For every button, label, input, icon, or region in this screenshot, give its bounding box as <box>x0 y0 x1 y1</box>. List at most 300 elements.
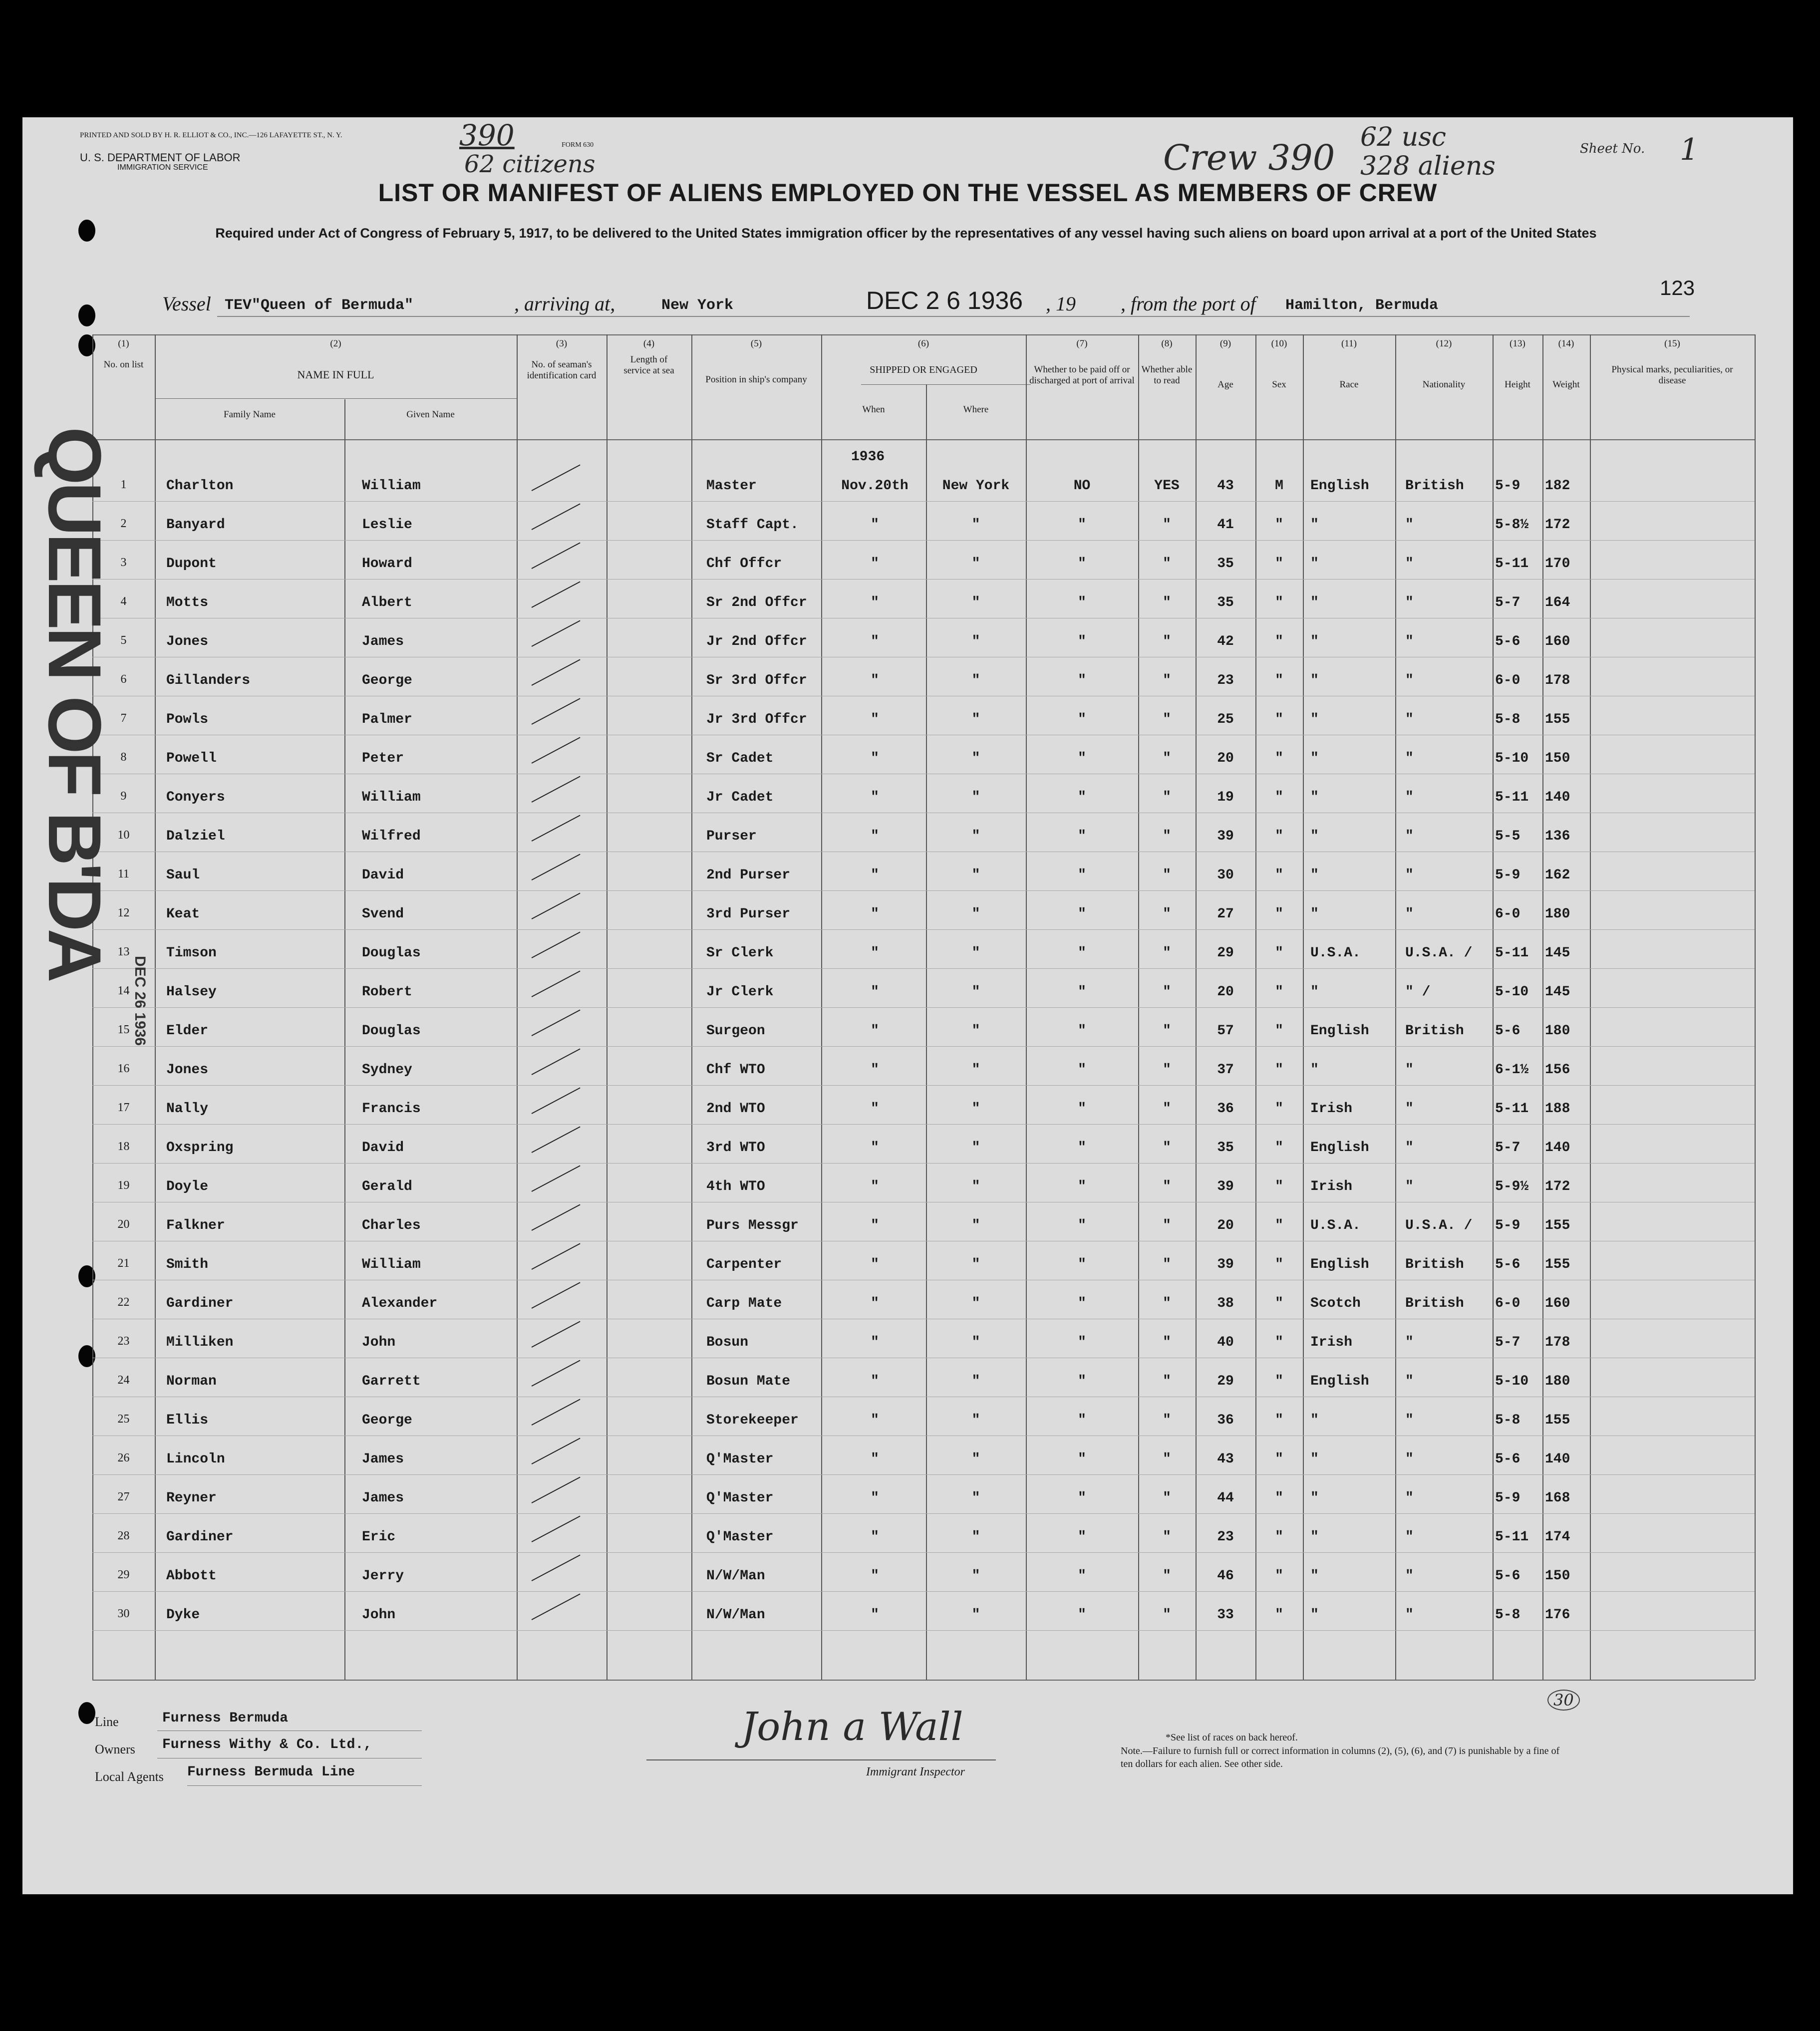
id-card-checkmark <box>532 1087 581 1114</box>
race-cell: " <box>1310 1451 1319 1467</box>
where-cell: " <box>971 1101 980 1117</box>
table-row <box>92 1593 1755 1632</box>
when-cell: " <box>871 1529 879 1545</box>
row-number: 11 <box>117 868 130 880</box>
when-cell: " <box>871 1490 879 1506</box>
row-number: 17 <box>117 1101 130 1114</box>
height-cell: 5-11 <box>1495 1101 1529 1117</box>
where-cell: " <box>971 595 980 610</box>
weight-cell: 178 <box>1545 1335 1570 1350</box>
family-name-cell: Conyers <box>166 790 225 805</box>
punch-hole <box>78 220 95 242</box>
nationality-cell: " <box>1405 517 1414 533</box>
id-card-checkmark <box>532 464 581 491</box>
sex-cell: " <box>1275 945 1283 961</box>
race-cell: " <box>1310 1490 1319 1506</box>
race-cell: English <box>1310 1023 1369 1039</box>
position-cell: Sr 2nd Offcr <box>706 595 807 610</box>
age-cell: 42 <box>1217 634 1234 649</box>
family-name-cell: Ellis <box>166 1413 209 1428</box>
paid-off-cell: " <box>1078 634 1086 649</box>
given-name-cell: Douglas <box>362 1023 421 1039</box>
when-cell: " <box>871 1218 879 1233</box>
paid-off-cell: " <box>1078 1062 1086 1078</box>
row-number: 21 <box>117 1257 130 1270</box>
sex-cell: " <box>1275 984 1283 1000</box>
height-cell: 5-7 <box>1495 1140 1520 1156</box>
weight-cell: 180 <box>1545 906 1570 922</box>
family-name-cell: Oxspring <box>166 1140 234 1156</box>
race-cell: English <box>1310 1140 1369 1156</box>
agents-label: Local Agents <box>95 1769 164 1784</box>
given-name-cell: Sydney <box>362 1062 412 1078</box>
sex-cell: " <box>1275 790 1283 805</box>
row-number: 28 <box>117 1529 130 1542</box>
vessel-name: TEV"Queen of Bermuda" <box>225 297 414 314</box>
family-name-cell: Gardiner <box>166 1296 234 1311</box>
row-number: 30 <box>117 1607 130 1620</box>
race-cell: " <box>1310 673 1319 688</box>
race-cell: " <box>1310 984 1319 1000</box>
row-number: 25 <box>117 1413 130 1426</box>
race-cell: U.S.A. <box>1310 945 1361 961</box>
paid-off-cell: " <box>1078 1335 1086 1350</box>
table-row <box>92 659 1755 698</box>
row-number: 1 <box>120 478 127 491</box>
col-shipped: SHIPPED OR ENGAGED <box>870 364 977 375</box>
able-read-cell: " <box>1163 556 1171 572</box>
paid-off-cell: " <box>1078 517 1086 533</box>
height-cell: 5-11 <box>1495 790 1529 805</box>
crew-table <box>92 334 1755 1682</box>
weight-cell: 178 <box>1545 673 1570 688</box>
id-card-checkmark <box>532 970 581 997</box>
col-num-7: (7) <box>1076 338 1088 349</box>
col-num-1: (1) <box>118 338 129 349</box>
position-cell: Surgeon <box>706 1023 765 1039</box>
col-num-3: (3) <box>556 338 568 349</box>
id-card-checkmark <box>532 503 581 530</box>
table-row <box>92 542 1755 581</box>
when-cell: " <box>871 1607 879 1623</box>
paid-off-cell: " <box>1078 1101 1086 1117</box>
weight-cell: 180 <box>1545 1023 1570 1039</box>
race-cell: " <box>1310 1607 1319 1623</box>
paid-off-cell: " <box>1078 1257 1086 1272</box>
table-row <box>92 1399 1755 1438</box>
when-cell: " <box>871 1451 879 1467</box>
sex-cell: " <box>1275 634 1283 649</box>
able-read-cell: " <box>1163 595 1171 610</box>
given-name-cell: Albert <box>362 595 412 610</box>
row-number: 2 <box>120 517 127 530</box>
table-row <box>92 464 1755 503</box>
handwritten-crew: Crew 390 <box>1163 137 1335 178</box>
from-port: Hamilton, Bermuda <box>1285 297 1439 314</box>
where-cell: " <box>971 1062 980 1078</box>
family-name-cell: Nally <box>166 1101 209 1117</box>
where-cell: " <box>971 1490 980 1506</box>
given-name-cell: George <box>362 1413 412 1428</box>
sex-cell: " <box>1275 1607 1283 1623</box>
given-name-cell: Garrett <box>362 1374 421 1389</box>
age-cell: 27 <box>1217 906 1234 922</box>
sex-cell: " <box>1275 1451 1283 1467</box>
nationality-cell: " / <box>1405 984 1431 1000</box>
race-cell: Irish <box>1310 1179 1353 1194</box>
able-read-cell: " <box>1163 1490 1171 1506</box>
paid-off-cell: " <box>1078 906 1086 922</box>
position-cell: Storekeeper <box>706 1413 799 1428</box>
position-cell: Sr 3rd Offcr <box>706 673 807 688</box>
row-number: 18 <box>117 1140 130 1153</box>
able-read-cell: " <box>1163 1023 1171 1039</box>
nationality-cell: " <box>1405 1529 1414 1545</box>
height-cell: 5-9 <box>1495 478 1520 494</box>
handwritten-brace-top: 62 usc <box>1360 122 1446 152</box>
col-num-2: (2) <box>330 338 341 349</box>
id-card-checkmark <box>532 854 581 880</box>
table-row <box>92 698 1755 737</box>
when-cell: " <box>871 712 879 727</box>
table-row <box>92 931 1755 970</box>
where-cell: " <box>971 1296 980 1311</box>
id-card-checkmark <box>532 1282 581 1308</box>
given-name-cell: Howard <box>362 556 412 572</box>
race-cell: " <box>1310 751 1319 766</box>
paid-off-cell: " <box>1078 595 1086 610</box>
weight-cell: 170 <box>1545 556 1570 572</box>
row-number: 4 <box>120 595 127 608</box>
handwritten-brace-bottom: 328 aliens <box>1360 151 1496 181</box>
col-family-name: Family Name <box>224 409 276 420</box>
able-read-cell: " <box>1163 634 1171 649</box>
able-read-cell: " <box>1163 1062 1171 1078</box>
sex-cell: " <box>1275 906 1283 922</box>
age-cell: 43 <box>1217 1451 1234 1467</box>
table-row <box>92 1204 1755 1243</box>
weight-cell: 140 <box>1545 1451 1570 1467</box>
age-cell: 39 <box>1217 1257 1234 1272</box>
race-cell: " <box>1310 868 1319 883</box>
given-name-cell: George <box>362 673 412 688</box>
given-name-cell: Peter <box>362 751 404 766</box>
id-card-checkmark <box>532 776 581 802</box>
sex-cell: " <box>1275 712 1283 727</box>
row-number: 7 <box>120 712 127 725</box>
position-cell: Chf Offcr <box>706 556 782 572</box>
sex-cell: " <box>1275 1062 1283 1078</box>
when-cell: " <box>871 1296 879 1311</box>
height-cell: 6-0 <box>1495 673 1520 688</box>
position-cell: Staff Capt. <box>706 517 799 533</box>
height-cell: 5-9 <box>1495 1490 1520 1506</box>
nationality-cell: " <box>1405 595 1414 610</box>
vessel-label: Vessel <box>162 292 211 315</box>
service: IMMIGRATION SERVICE <box>117 163 208 172</box>
sex-cell: " <box>1275 1179 1283 1194</box>
nationality-cell: " <box>1405 1335 1414 1350</box>
table-row <box>92 1554 1755 1593</box>
family-name-cell: Falkner <box>166 1218 225 1233</box>
height-cell: 5-8½ <box>1495 517 1529 533</box>
position-cell: Jr Clerk <box>706 984 774 1000</box>
age-cell: 20 <box>1217 1218 1234 1233</box>
nationality-cell: " <box>1405 906 1414 922</box>
when-cell: " <box>871 1568 879 1584</box>
family-name-cell: Doyle <box>166 1179 209 1194</box>
able-read-cell: " <box>1163 790 1171 805</box>
race-cell: " <box>1310 634 1319 649</box>
col-sex: Sex <box>1272 379 1286 390</box>
able-read-cell: " <box>1163 517 1171 533</box>
sex-cell: " <box>1275 1374 1283 1389</box>
paid-off-cell: " <box>1078 1179 1086 1194</box>
where-cell: " <box>971 712 980 727</box>
able-read-cell: " <box>1163 1101 1171 1117</box>
able-read-cell: " <box>1163 1451 1171 1467</box>
when-cell: " <box>871 790 879 805</box>
id-card-checkmark <box>532 1126 581 1153</box>
able-read-cell: " <box>1163 1374 1171 1389</box>
col-height: Height <box>1505 379 1530 390</box>
id-card-checkmark <box>532 892 581 919</box>
row-number: 9 <box>120 790 127 803</box>
given-name-cell: Alexander <box>362 1296 438 1311</box>
able-read-cell: YES <box>1154 478 1180 494</box>
table-top-border <box>92 334 1755 335</box>
nationality-cell: " <box>1405 1451 1414 1467</box>
table-row <box>92 620 1755 659</box>
height-cell: 5-6 <box>1495 1257 1520 1272</box>
when-cell: " <box>871 517 879 533</box>
row-number: 23 <box>117 1335 130 1348</box>
col-id-card: No. of seaman's identification card <box>527 359 597 381</box>
family-name-cell: Abbott <box>166 1568 217 1584</box>
family-name-cell: Powell <box>166 751 217 766</box>
height-cell: 5-7 <box>1495 1335 1520 1350</box>
when-cell: Nov.20th <box>841 478 909 494</box>
height-cell: 5-5 <box>1495 829 1520 844</box>
height-cell: 5-9 <box>1495 1218 1520 1233</box>
sex-cell: " <box>1275 1218 1283 1233</box>
paid-off-cell: " <box>1078 829 1086 844</box>
family-name-cell: Norman <box>166 1374 217 1389</box>
nationality-cell: U.S.A. / <box>1405 945 1473 961</box>
height-cell: 5-11 <box>1495 556 1529 572</box>
where-cell: " <box>971 906 980 922</box>
where-cell: " <box>971 634 980 649</box>
weight-cell: 168 <box>1545 1490 1570 1506</box>
age-cell: 44 <box>1217 1490 1234 1506</box>
given-name-cell: William <box>362 790 421 805</box>
table-row <box>92 1165 1755 1204</box>
family-name-cell: Milliken <box>166 1335 234 1350</box>
id-card-checkmark <box>532 1593 581 1620</box>
position-cell: N/W/Man <box>706 1568 765 1584</box>
nationality-cell: " <box>1405 1140 1414 1156</box>
position-cell: 4th WTO <box>706 1179 765 1194</box>
col-position: Position in ship's company <box>705 374 807 385</box>
age-cell: 46 <box>1217 1568 1234 1584</box>
col-num-6: (6) <box>917 338 929 349</box>
family-name-cell: Gillanders <box>166 673 251 688</box>
position-cell: Bosun Mate <box>706 1374 791 1389</box>
where-cell: " <box>971 1335 980 1350</box>
paid-off-cell: " <box>1078 1490 1086 1506</box>
age-cell: 39 <box>1217 829 1234 844</box>
id-card-checkmark <box>532 1554 581 1581</box>
table-row <box>92 581 1755 620</box>
position-cell: Carp Mate <box>706 1296 782 1311</box>
age-cell: 35 <box>1217 1140 1234 1156</box>
punch-hole <box>78 304 95 326</box>
nationality-cell: " <box>1405 829 1414 844</box>
table-row <box>92 970 1755 1009</box>
nationality-cell: " <box>1405 712 1414 727</box>
where-cell: " <box>971 790 980 805</box>
punch-hole <box>78 1702 95 1724</box>
able-read-cell: " <box>1163 1529 1171 1545</box>
when-cell: " <box>871 1335 879 1350</box>
age-cell: 20 <box>1217 984 1234 1000</box>
race-cell: U.S.A. <box>1310 1218 1361 1233</box>
sex-cell: M <box>1275 478 1283 494</box>
able-read-cell: " <box>1163 712 1171 727</box>
margin-ship-stamp: QUEEN OF B'DA <box>33 427 117 980</box>
sex-cell: " <box>1275 595 1283 610</box>
weight-cell: 172 <box>1545 1179 1570 1194</box>
given-name-cell: Svend <box>362 906 404 922</box>
table-bottom-border <box>92 1680 1755 1681</box>
handwritten-total: 390 <box>459 118 515 152</box>
race-cell: " <box>1310 1529 1319 1545</box>
weight-cell: 155 <box>1545 1413 1570 1428</box>
nationality-cell: " <box>1405 1101 1414 1117</box>
paid-off-cell: " <box>1078 984 1086 1000</box>
position-cell: Purser <box>706 829 757 844</box>
when-cell: " <box>871 1374 879 1389</box>
given-name-cell: Gerald <box>362 1179 412 1194</box>
table-row <box>92 1048 1755 1087</box>
height-cell: 6-0 <box>1495 1296 1520 1311</box>
paid-off-cell: " <box>1078 1023 1086 1039</box>
table-row <box>92 892 1755 931</box>
age-cell: 36 <box>1217 1413 1234 1428</box>
race-cell: " <box>1310 1413 1319 1428</box>
when-cell: " <box>871 673 879 688</box>
row-number: 12 <box>117 906 130 919</box>
row-number: 10 <box>117 829 130 842</box>
given-name-cell: James <box>362 1451 404 1467</box>
nationality-cell: " <box>1405 634 1414 649</box>
nationality-cell: " <box>1405 1413 1414 1428</box>
paid-off-cell: " <box>1078 751 1086 766</box>
col-name-in-full: NAME IN FULL <box>297 368 374 381</box>
sex-cell: " <box>1275 1296 1283 1311</box>
paid-off-cell: " <box>1078 1568 1086 1584</box>
paid-off-cell: " <box>1078 1374 1086 1389</box>
position-cell: 3rd WTO <box>706 1140 765 1156</box>
family-name-cell: Dyke <box>166 1607 200 1623</box>
weight-cell: 150 <box>1545 1568 1570 1584</box>
family-name-cell: Keat <box>166 906 200 922</box>
family-name-cell: Smith <box>166 1257 209 1272</box>
id-card-checkmark <box>532 581 581 607</box>
race-cell: Irish <box>1310 1335 1353 1350</box>
given-name-cell: Douglas <box>362 945 421 961</box>
sex-cell: " <box>1275 1529 1283 1545</box>
sex-cell: " <box>1275 1413 1283 1428</box>
when-cell: " <box>871 984 879 1000</box>
when-cell: " <box>871 556 879 572</box>
race-cell: Scotch <box>1310 1296 1361 1311</box>
weight-cell: 172 <box>1545 517 1570 533</box>
col-paid-off: Whether to be paid off or discharged at port of arrival <box>1029 364 1135 386</box>
col-given-name: Given Name <box>406 409 455 420</box>
age-cell: 39 <box>1217 1179 1234 1194</box>
height-cell: 5-8 <box>1495 1413 1520 1428</box>
given-name-cell: Francis <box>362 1101 421 1117</box>
race-cell: English <box>1310 1374 1369 1389</box>
where-cell: " <box>971 751 980 766</box>
race-cell: " <box>1310 1568 1319 1584</box>
inspector-label: Immigrant Inspector <box>866 1765 965 1778</box>
height-cell: 5-8 <box>1495 1607 1520 1623</box>
header-bottom-border <box>92 439 1755 440</box>
race-cell: " <box>1310 712 1319 727</box>
weight-cell: 155 <box>1545 1218 1570 1233</box>
given-name-cell: William <box>362 1257 421 1272</box>
id-card-checkmark <box>532 698 581 724</box>
vessel-underline <box>217 316 1690 317</box>
sex-cell: " <box>1275 1101 1283 1117</box>
family-name-cell: Reyner <box>166 1490 217 1506</box>
nationality-cell: U.S.A. / <box>1405 1218 1473 1233</box>
weight-cell: 136 <box>1545 829 1570 844</box>
position-cell: Purs Messgr <box>706 1218 799 1233</box>
age-cell: 37 <box>1217 1062 1234 1078</box>
table-row <box>92 1515 1755 1554</box>
paid-off-cell: " <box>1078 1296 1086 1311</box>
col-age: Age <box>1217 379 1233 390</box>
given-name-cell: John <box>362 1607 396 1623</box>
nationality-cell: " <box>1405 673 1414 688</box>
sex-cell: " <box>1275 1335 1283 1350</box>
weight-cell: 182 <box>1545 478 1570 494</box>
given-name-cell: John <box>362 1335 396 1350</box>
col-weight: Weight <box>1552 379 1580 390</box>
where-cell: " <box>971 1451 980 1467</box>
age-cell: 40 <box>1217 1335 1234 1350</box>
arriving-port: New York <box>661 297 734 314</box>
table-row <box>92 1243 1755 1282</box>
shipped-divider <box>861 384 1031 385</box>
paid-off-cell: " <box>1078 1529 1086 1545</box>
age-cell: 29 <box>1217 945 1234 961</box>
race-cell: " <box>1310 829 1319 844</box>
race-cell: " <box>1310 517 1319 533</box>
table-row <box>92 776 1755 815</box>
col-num-11: (11) <box>1341 338 1357 349</box>
height-cell: 5-6 <box>1495 634 1520 649</box>
given-name-cell: Leslie <box>362 517 412 533</box>
height-cell: 5-9½ <box>1495 1179 1529 1194</box>
id-card-checkmark <box>532 659 581 685</box>
line-value: Furness Bermuda <box>162 1711 289 1726</box>
weight-cell: 164 <box>1545 595 1570 610</box>
age-cell: 23 <box>1217 673 1234 688</box>
